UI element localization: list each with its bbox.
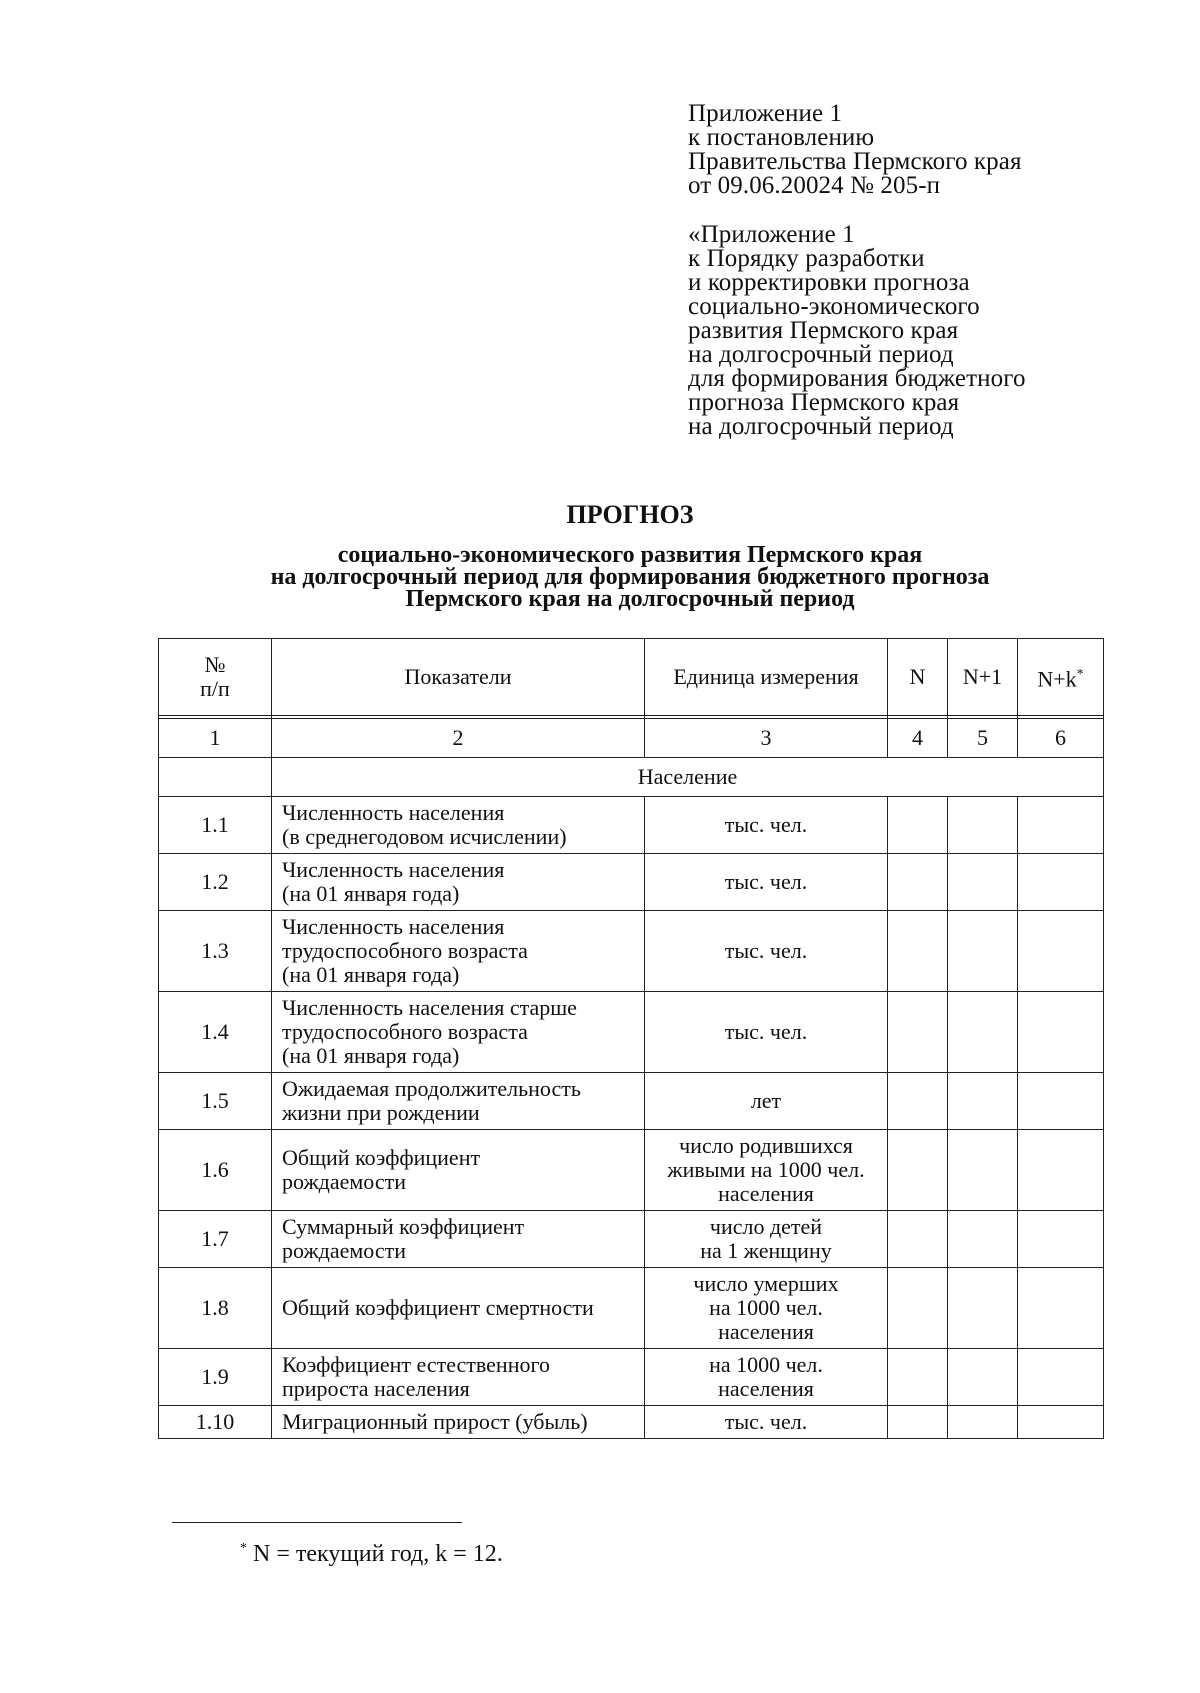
table-row bbox=[159, 854, 1104, 911]
row-number: 1.1 bbox=[159, 797, 272, 854]
unit-line: число детей bbox=[709, 1214, 823, 1239]
indicator-line: (в среднегодовом исчислении) bbox=[282, 824, 567, 849]
unit-line: тыс. чел. bbox=[724, 1019, 808, 1044]
row-value-n-plus-1 bbox=[948, 854, 1018, 911]
appendix-line: развития Пермского края bbox=[688, 317, 959, 344]
column-number: 6 bbox=[1018, 719, 1104, 758]
table-row bbox=[159, 1130, 1104, 1211]
appendix-line: от 09.06.20024 № 205-п bbox=[688, 172, 941, 199]
row-value-n bbox=[888, 1406, 948, 1439]
title-subtitle-line: социально-экономического развития Пермского края bbox=[337, 542, 923, 568]
row-value-n-plus-k bbox=[1018, 854, 1104, 911]
table-row bbox=[159, 797, 1104, 854]
title-subtitle-line: на долгосрочный период для формирования бюджетного прогноза bbox=[270, 564, 990, 590]
row-unit bbox=[645, 911, 888, 992]
indicator-line: жизни при рождении bbox=[282, 1100, 480, 1125]
row-indicator bbox=[272, 911, 645, 992]
row-value-n-plus-k bbox=[1018, 992, 1104, 1073]
title-subtitle bbox=[140, 544, 1120, 610]
row-indicator bbox=[272, 854, 645, 911]
row-unit bbox=[645, 1211, 888, 1268]
row-value-n-plus-k bbox=[1018, 1211, 1104, 1268]
column-number: 1 bbox=[159, 719, 272, 758]
row-number: 1.9 bbox=[159, 1349, 272, 1406]
row-indicator bbox=[272, 1406, 645, 1439]
indicator-line: Численность населения bbox=[282, 800, 505, 825]
footnote-mark: * bbox=[1076, 666, 1084, 682]
row-value-n-plus-1 bbox=[948, 1130, 1018, 1211]
indicator-line: Численность населения старше bbox=[282, 995, 577, 1020]
row-value-n bbox=[888, 1130, 948, 1211]
appendix-decree-reference bbox=[688, 102, 1128, 198]
row-unit bbox=[645, 1406, 888, 1439]
unit-line: населения bbox=[718, 1376, 814, 1401]
unit-line: на 1000 чел. bbox=[709, 1295, 823, 1320]
appendix-line: и корректировки прогноза bbox=[688, 269, 970, 296]
row-value-n bbox=[888, 854, 948, 911]
column-number: 5 bbox=[948, 719, 1018, 758]
row-unit bbox=[645, 1268, 888, 1349]
unit-line: живыми на 1000 чел. bbox=[667, 1157, 865, 1182]
forecast-table bbox=[158, 638, 1104, 1439]
row-number: 1.4 bbox=[159, 992, 272, 1073]
unit-line: населения bbox=[718, 1319, 814, 1344]
row-value-n bbox=[888, 1073, 948, 1130]
appendix-line: к Порядку разработки bbox=[688, 245, 925, 272]
row-value-n-plus-k bbox=[1018, 1268, 1104, 1349]
indicator-line: (на 01 января года) bbox=[282, 1043, 460, 1068]
unit-line: число родившихся bbox=[679, 1133, 853, 1158]
unit-line: лет bbox=[750, 1088, 782, 1113]
table-row bbox=[159, 1211, 1104, 1268]
table-row bbox=[159, 1268, 1104, 1349]
unit-line: на 1000 чел. bbox=[709, 1352, 823, 1377]
row-number: 1.10 bbox=[159, 1406, 272, 1439]
row-number: 1.3 bbox=[159, 911, 272, 992]
table-row bbox=[159, 992, 1104, 1073]
row-value-n-plus-1 bbox=[948, 797, 1018, 854]
header-n: N bbox=[888, 639, 948, 716]
unit-line: тыс. чел. bbox=[724, 869, 808, 894]
appendix-line: «Приложение 1 bbox=[688, 221, 855, 248]
row-value-n-plus-k bbox=[1018, 1130, 1104, 1211]
section-title: Население bbox=[272, 758, 1104, 797]
row-unit bbox=[645, 1349, 888, 1406]
row-value-n-plus-1 bbox=[948, 1406, 1018, 1439]
header-indicators: Показатели bbox=[272, 639, 645, 716]
header-number: № п/п bbox=[159, 639, 272, 716]
title-subtitle-line: Пермского края на долгосрочный период bbox=[405, 586, 855, 612]
row-unit bbox=[645, 992, 888, 1073]
row-unit bbox=[645, 1073, 888, 1130]
row-value-n-plus-k bbox=[1018, 911, 1104, 992]
table-row bbox=[159, 1073, 1104, 1130]
header-unit: Единица измерения bbox=[645, 639, 888, 716]
row-indicator bbox=[272, 797, 645, 854]
row-value-n bbox=[888, 992, 948, 1073]
indicator-line: Ожидаемая продолжительность bbox=[282, 1076, 581, 1101]
unit-line: тыс. чел. bbox=[724, 1409, 808, 1434]
row-value-n-plus-k bbox=[1018, 1406, 1104, 1439]
appendix-line: социально-экономического bbox=[688, 293, 980, 320]
indicator-line: (на 01 января года) bbox=[282, 962, 460, 987]
row-indicator bbox=[272, 1268, 645, 1349]
indicator-line: Миграционный прирост (убыль) bbox=[282, 1409, 588, 1434]
section-row bbox=[159, 758, 1104, 797]
appendix-line: Приложение 1 bbox=[688, 100, 843, 127]
row-value-n bbox=[888, 1211, 948, 1268]
appendix-line: прогноза Пермского края bbox=[688, 389, 960, 416]
row-value-n-plus-1 bbox=[948, 1268, 1018, 1349]
column-number: 4 bbox=[888, 719, 948, 758]
appendix-block bbox=[688, 102, 1128, 439]
indicator-line: трудоспособного возраста bbox=[282, 1019, 528, 1044]
row-number: 1.5 bbox=[159, 1073, 272, 1130]
indicator-line: рождаемости bbox=[282, 1169, 406, 1194]
table-row bbox=[159, 911, 1104, 992]
table-row bbox=[159, 1349, 1104, 1406]
indicator-line: Коэффициент естественного bbox=[282, 1352, 550, 1377]
row-number: 1.7 bbox=[159, 1211, 272, 1268]
row-value-n-plus-k bbox=[1018, 1073, 1104, 1130]
row-value-n-plus-1 bbox=[948, 1349, 1018, 1406]
unit-line: число умерших bbox=[693, 1271, 839, 1296]
appendix-line: на долгосрочный период bbox=[688, 413, 954, 440]
row-number: 1.6 bbox=[159, 1130, 272, 1211]
row-value-n-plus-k bbox=[1018, 1349, 1104, 1406]
unit-line: населения bbox=[718, 1181, 814, 1206]
row-value-n bbox=[888, 911, 948, 992]
column-number: 3 bbox=[645, 719, 888, 758]
document-title bbox=[140, 500, 1120, 610]
appendix-line: к постановлению bbox=[688, 124, 875, 151]
unit-line: тыс. чел. bbox=[724, 938, 808, 963]
indicator-line: трудоспособного возраста bbox=[282, 938, 528, 963]
appendix-line: для формирования бюджетного bbox=[688, 365, 1026, 392]
indicator-line: (на 01 января года) bbox=[282, 881, 460, 906]
indicator-line: Численность населения bbox=[282, 914, 505, 939]
row-value-n-plus-1 bbox=[948, 1073, 1018, 1130]
row-indicator bbox=[272, 1349, 645, 1406]
footnote bbox=[240, 1535, 503, 1568]
row-value-n-plus-1 bbox=[948, 1211, 1018, 1268]
row-value-n bbox=[888, 1349, 948, 1406]
footnote-mark: * bbox=[240, 1541, 247, 1556]
row-number: 1.2 bbox=[159, 854, 272, 911]
unit-line: тыс. чел. bbox=[724, 812, 808, 837]
row-indicator bbox=[272, 992, 645, 1073]
header-n-plus-1: N+1 bbox=[948, 639, 1018, 716]
row-value-n-plus-k bbox=[1018, 797, 1104, 854]
row-unit bbox=[645, 854, 888, 911]
indicator-line: Общий коэффициент смертности bbox=[282, 1295, 594, 1320]
appendix-procedure-reference bbox=[688, 223, 1128, 439]
table-row bbox=[159, 1406, 1104, 1439]
appendix-line: Правительства Пермского края bbox=[688, 148, 1022, 175]
indicator-line: рождаемости bbox=[282, 1238, 406, 1263]
footnote-rule bbox=[172, 1522, 462, 1523]
header-n-plus-k: N+k* bbox=[1018, 639, 1104, 716]
row-number: 1.8 bbox=[159, 1268, 272, 1349]
row-indicator bbox=[272, 1130, 645, 1211]
row-value-n bbox=[888, 797, 948, 854]
column-number-row bbox=[159, 719, 1104, 758]
indicator-line: Суммарный коэффициент bbox=[282, 1214, 525, 1239]
row-indicator bbox=[272, 1211, 645, 1268]
title-main: ПРОГНОЗ bbox=[566, 500, 694, 529]
row-unit bbox=[645, 797, 888, 854]
table-header-row bbox=[159, 639, 1104, 716]
row-indicator bbox=[272, 1073, 645, 1130]
unit-line: на 1 женщину bbox=[700, 1238, 832, 1263]
row-value-n-plus-1 bbox=[948, 911, 1018, 992]
row-value-n-plus-1 bbox=[948, 992, 1018, 1073]
column-number: 2 bbox=[272, 719, 645, 758]
footnote-text: N = текущий год, k = 12. bbox=[247, 1541, 503, 1567]
row-value-n bbox=[888, 1268, 948, 1349]
indicator-line: Общий коэффициент bbox=[282, 1145, 481, 1170]
indicator-line: прироста населения bbox=[282, 1376, 470, 1401]
appendix-line: на долгосрочный период bbox=[688, 341, 954, 368]
indicator-line: Численность населения bbox=[282, 857, 505, 882]
row-unit bbox=[645, 1130, 888, 1211]
